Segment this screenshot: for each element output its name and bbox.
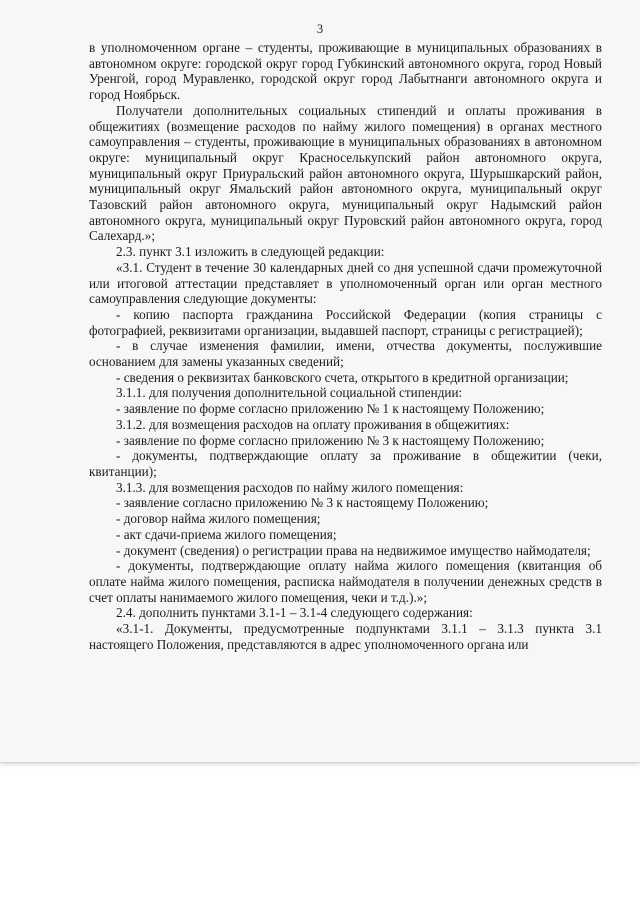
paragraph-clause-3-1-1-new: «3.1-1. Документы, предусмотренные подпунктами 3.1.1 – 3.1.3 пункта 3.1 настоящего Положения, представляются в адрес уполномоченного органа или — [89, 621, 602, 652]
paragraph-clause-3-1-2: 3.1.2. для возмещения расходов на оплату проживания в общежитиях: — [116, 416, 510, 432]
list-item-name-change: - в случае изменения фамилии, имени, отчества документы, послужившие основанием для замены указанных сведений; — [89, 338, 602, 370]
document-body — [89, 40, 602, 652]
paragraph-amendment-2-4: 2.4. дополнить пунктами 3.1-1 – 3.1-4 следующего содержания: — [116, 605, 473, 621]
list-item-acceptance-act: - акт сдачи-приема жилого помещения; — [116, 526, 337, 542]
list-item-bank-details: - сведения о реквизитах банковского счета, открытого в кредитной организации; — [116, 369, 569, 385]
paragraph-clause-3-1-1: 3.1.1. для получения дополнительной социальной стипендии: — [116, 385, 463, 401]
list-item-lease-contract: - договор найма жилого помещения; — [116, 511, 321, 527]
list-item-dormitory-payment: - документы, подтверждающие оплату за проживание в общежитии (чеки, квитанции); — [89, 448, 602, 479]
paragraph-continuation: в уполномоченном органе – студенты, проживающие в муниципальных образованиях в автономном округе: городской округ город Губкинский автономного округа, город Новый Уренгой, город Муравленко, городской округ город Лабытнанги автономного округа и город Ноябрьск. — [89, 40, 602, 103]
paragraph-clause-3-1: «3.1. Студент в течение 30 календарных дней со дня успешной сдачи промежуточной или итоговой аттестации представляет в уполномоченный орган или орган местного самоуправления следующие документы: — [89, 259, 602, 307]
list-item-lease-payment: - документы, подтверждающие оплату найма жилого помещения (квитанция об оплате найма жилого помещения, расписка наймодателя в получении денежных средств в счет оплаты нанимаемого жилого помещения, чеки и т.д.).»; — [89, 558, 602, 605]
paragraph-amendment-2-3: 2.3. пункт 3.1 изложить в следующей редакции: — [116, 244, 385, 260]
page-number: 3 — [316, 22, 324, 36]
paragraph-recipients: Получатели дополнительных социальных стипендий и оплаты проживания в общежитиях (возмещение расходов по найму жилого помещения) в органах местного самоуправления – студенты, проживающие в муниципальных образованиях в автономном округе: муниципальный округ Красноселькупский район автономного округа, муниципальный округ Приуральский район автономного округа, Шурышкарский район, муниципальный округ Ямальский район автономного округа, муниципальный округ Тазовский район автономного округа, муниципальный округ Надымский район автономного округа, муниципальный округ Пуровский район автономного округа, город Салехард.»; — [89, 102, 602, 244]
list-item-application-3b: - заявление согласно приложению № 3 к настоящему Положению; — [116, 495, 489, 511]
list-item-application-1: - заявление по форме согласно приложению № 1 к настоящему Положению; — [116, 401, 545, 417]
list-item-application-3: - заявление по форме согласно приложению № 3 к настоящему Положению; — [116, 432, 545, 448]
list-item-property-registration: - документ (сведения) о регистрации права на недвижимое имущество наймодателя; — [116, 542, 591, 558]
paragraph-clause-3-1-3: 3.1.3. для возмещения расходов по найму жилого помещения: — [116, 479, 464, 495]
list-item-passport: - копию паспорта гражданина Российской Федерации (копия страницы с фотографией, реквизитами организации, выдавшей паспорт, страницы с регистрацией); — [89, 306, 602, 338]
